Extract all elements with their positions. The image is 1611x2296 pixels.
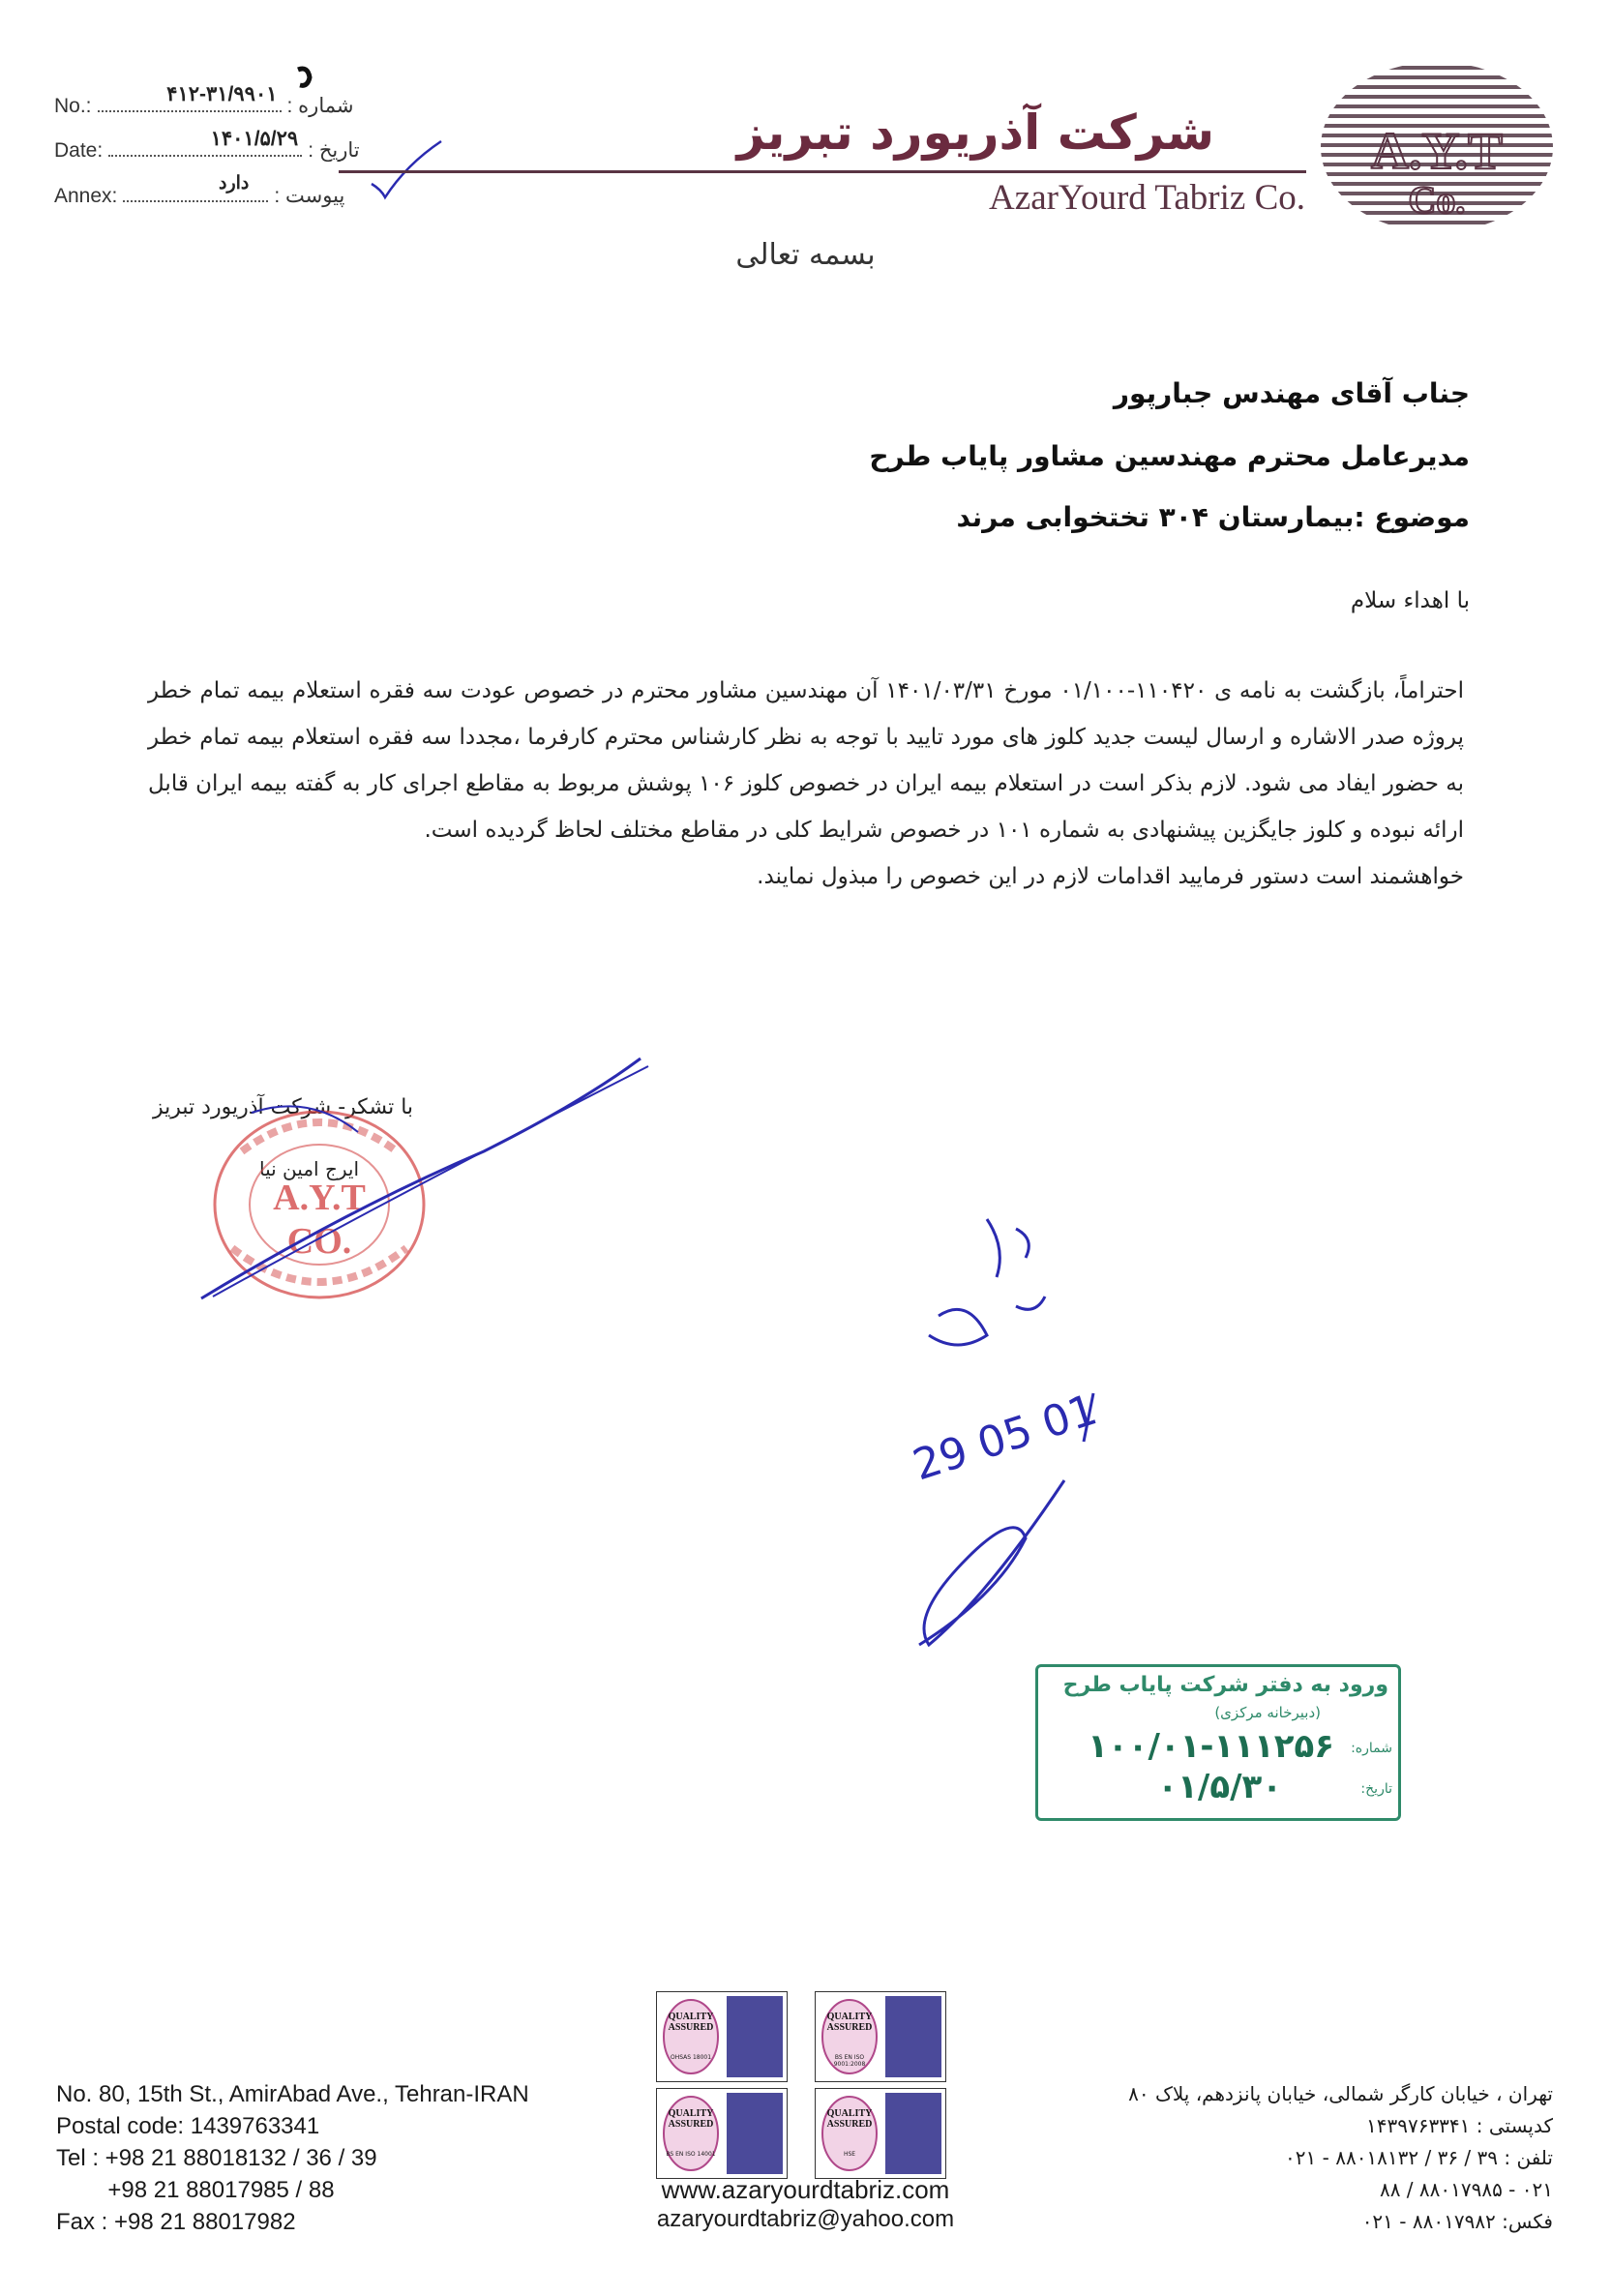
eu-flag-icon: [727, 2093, 783, 2174]
eu-flag-icon: [727, 1996, 783, 2077]
date-value: ۱۴۰۱/۵/۲۹: [210, 128, 299, 150]
footer-email-link[interactable]: azaryourdtabriz@yahoo.com: [656, 2206, 955, 2232]
checkmark-pen-icon: [368, 135, 445, 203]
company-logo-icon: [1316, 60, 1558, 234]
footer-fa-line: کدپستی : ۱۴۳۹۷۶۳۳۴۱: [1365, 2114, 1553, 2137]
cert-4-label: QUALITY ASSURED: [826, 2108, 873, 2130]
signature-icon: [194, 1055, 658, 1306]
footer-website-link[interactable]: www.azaryourdtabriz.com: [661, 2175, 950, 2204]
letter-date-row: [54, 128, 360, 163]
svg-text:CO.: CO.: [286, 1221, 352, 1262]
body-paragraph-1: احتراماً، بازگشت به نامه ی ۱۱۰۴۲۰-۰۱/۱۰۰ مورخ ۱۴۰۱/۰۳/۳۱ آن مهندسین مشاور محترم در خصوص عودت سه فقره استعلام بیمه تمام خطر پروژه صدر الاشاره و ارسال لیست جدید کلوز های مورد تایید با توجه به نظر کارشناس محترم کارفرما ،مجددا سه فقره استعلام بیمه تمام خطر به حضور ایفاد می شود. لازم بذکر است در استعلام بیمه ایران در خصوص کلوز ۱۰۶ پوشش مربوط به مقاطع اجرای کار به گفته بیمه ایران قابل ارائه نبوده و کلوز جایگزین پیشنهادی به شماره ۱۰۱ در خصوص شرایط کلی در مقاطع مختلف لحاظ گردیده است.: [148, 678, 1464, 843]
eu-flag-icon: [885, 1996, 941, 2077]
header-divider: [339, 170, 1306, 173]
certification-badge-ohsas: [656, 1991, 788, 2082]
footer-en-line: Tel : +98 21 88018132 / 36 / 39: [56, 2145, 377, 2171]
inbox-stamp-date-value: ۰۱/۵/۳۰: [1157, 1768, 1282, 1806]
cert-4-standard: HSE: [843, 2151, 856, 2158]
company-name-fa: شرکت آذریورد تبریز: [736, 104, 1214, 161]
inbox-stamp-title: ورود به دفتر شرکت پایاب طرح: [1062, 1673, 1388, 1697]
inbox-stamp-number-label: شماره:: [1351, 1741, 1392, 1756]
footer-fa-line: فکس: ۸۸۰۱۷۹۸۲ - ۰۲۱: [1361, 2210, 1553, 2233]
svg-text:Co.: Co.: [1408, 178, 1466, 222]
body-paragraph-2: خواهشمند است دستور فرمایید اقدامات لازم در این خصوص را مبذول نمایند.: [757, 864, 1464, 889]
inbox-stamp: [1035, 1664, 1401, 1821]
annex-label-en: Annex:: [54, 185, 118, 207]
number-value: ۴۱۲-۳۱/۹۹۰۱: [166, 83, 278, 105]
date-label-en: Date:: [54, 139, 104, 162]
subject-line: موضوع :بیمارستان ۳۰۴ تختخوابی مرند: [956, 501, 1470, 533]
footer-fa-line: تلفن : ۳۹ / ۳۶ / ۸۸۰۱۸۱۳۲ - ۰۲۱: [1285, 2146, 1553, 2169]
inbox-stamp-number-value: ۱۰۰/۰۱-۱۱۱۲۵۶: [1088, 1727, 1334, 1766]
svg-text:A.Y.T: A.Y.T: [1370, 122, 1504, 180]
greeting: با اهداء سلام: [1350, 588, 1470, 613]
annex-label-fa: پیوست :: [274, 185, 345, 207]
closing-text: با تشکر- شرکت آذریورد تبریز: [153, 1095, 414, 1119]
footer-fa-line: تهران ، خیابان کارگر شمالی، خیابان پانزدهم، پلاک ۸۰: [1128, 2082, 1553, 2105]
number-label-fa: شماره :: [286, 95, 354, 117]
letter-annex-row: [54, 173, 345, 208]
certification-badge-iso14001: [656, 2088, 788, 2179]
date-label-fa: تاریخ :: [308, 139, 360, 162]
cert-1-standard: OHSAS 18001: [670, 2054, 712, 2061]
number-label-en: No.:: [54, 95, 92, 117]
cert-2-standard: BS EN ISO 9001:2008: [833, 2054, 866, 2068]
cert-1-label: QUALITY ASSURED: [668, 2012, 714, 2033]
handwritten-note-icon: [851, 1190, 1171, 1655]
date-field: [108, 128, 302, 157]
svg-text:29 05 01: 29 05 01: [907, 1385, 1103, 1491]
number-field: [98, 83, 282, 112]
addressee-line-1: جناب آقای مهندس جبارپور: [1113, 377, 1470, 409]
cert-2-label: QUALITY ASSURED: [826, 2012, 873, 2033]
inbox-stamp-date-label: تاریخ:: [1360, 1781, 1392, 1797]
cert-3-standard: BS EN ISO 14001: [666, 2151, 716, 2158]
addressee-line-2: مدیرعامل محترم مهندسین مشاور پایاب طرح: [869, 440, 1470, 472]
annex-field: [123, 173, 268, 202]
svg-text:A.Y.T: A.Y.T: [273, 1178, 366, 1218]
ink-mark-icon: [286, 58, 325, 97]
signer-name: ایرج امین نیا: [259, 1157, 360, 1180]
footer-en-line: No. 80, 15th St., AmirAbad Ave., Tehran-IRAN: [56, 2081, 529, 2107]
company-name-en: AzarYourd Tabriz Co.: [989, 178, 1305, 218]
annex-value: دارد: [219, 173, 250, 194]
certification-badge-hse: [815, 2088, 946, 2179]
inbox-stamp-subtitle: (دبیرخانه مرکزی): [1214, 1704, 1321, 1721]
cert-3-label: QUALITY ASSURED: [668, 2108, 714, 2130]
eu-flag-icon: [885, 2093, 941, 2174]
footer-en-line: Fax : +98 21 88017982: [56, 2209, 296, 2235]
letter-body: [148, 668, 1464, 900]
footer-en-line: Postal code: 1439763341: [56, 2113, 320, 2139]
certification-badge-iso9001: [815, 1991, 946, 2082]
footer-en-line: +98 21 88017985 / 88: [56, 2177, 335, 2203]
footer-fa-line: ۰۲۱ - ۸۸۰۱۷۹۸۵ / ۸۸: [1379, 2178, 1553, 2201]
bismillah-heading: بسمه تعالی: [735, 238, 876, 272]
